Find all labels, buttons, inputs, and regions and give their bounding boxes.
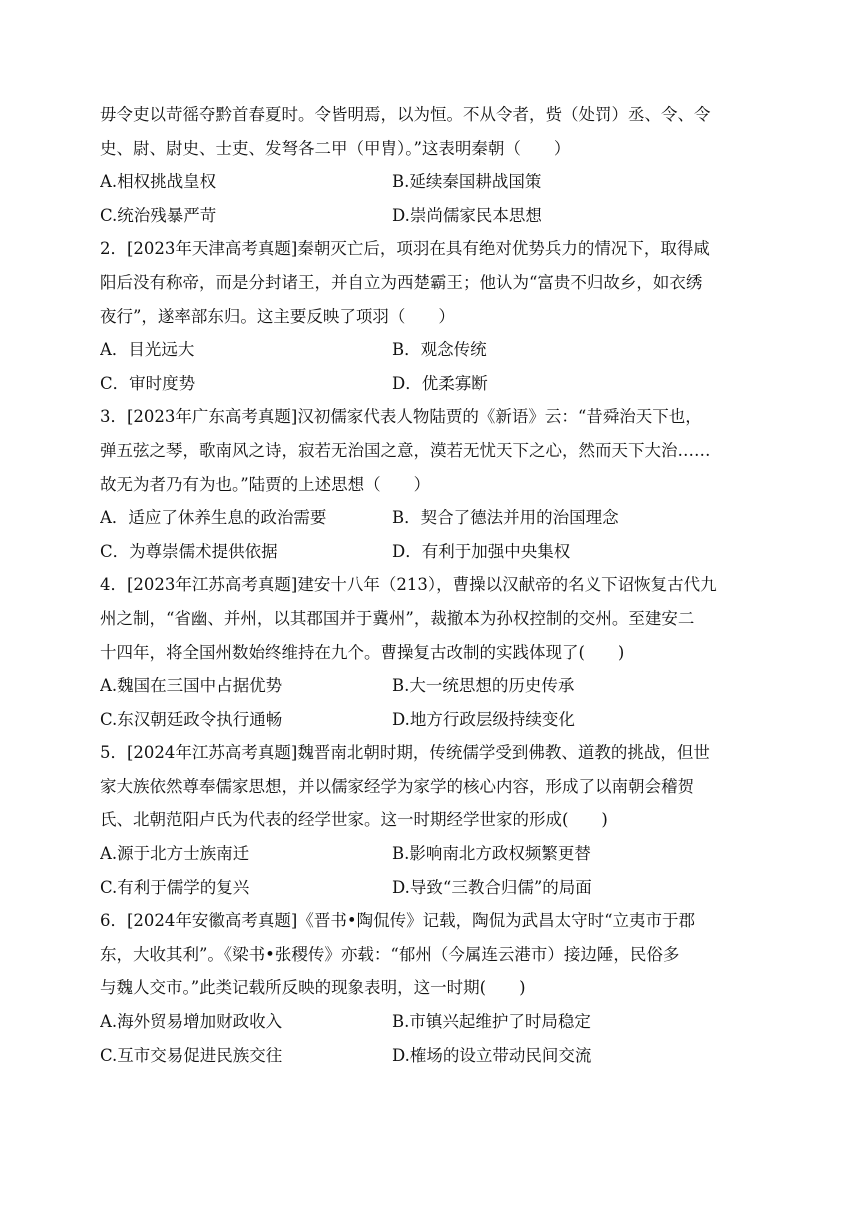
question-text-line: 弹五弦之琴，歌南风之诗，寂若无治国之意，漠若无忧天下之心，然而天下大治…… (100, 440, 711, 460)
options-row (100, 333, 780, 367)
question-text-line: 与魏人交市。”此类记载所反映的现象表明，这一时期( ) (100, 978, 526, 998)
option-c: C.有利于儒学的复兴 (100, 877, 250, 897)
option-b: B.市镇兴起维护了时局稳定 (392, 1012, 591, 1032)
option-d: D.地方行政层级持续变化 (392, 709, 575, 729)
question-1-continuation (100, 98, 780, 232)
question-text-line: 3．[2023年广东高考真题]汉初儒家代表人物陆贾的《新语》云：“昔舜治天下也， (100, 407, 702, 427)
question-text-line: 2．[2023年天津高考真题]秦朝灭亡后，项羽在具有绝对优势兵力的情况下，取得咸 (100, 239, 710, 259)
option-c: C．为尊崇儒术提供依据 (100, 541, 278, 561)
option-d: D．有利于加强中央集权 (392, 541, 571, 561)
option-b: B.大一统思想的历史传承 (392, 676, 575, 696)
question-4 (100, 568, 780, 736)
question-text-line: 史、尉、尉史、士吏、发弩各二甲（甲胄）。”这表明秦朝（ ） (100, 138, 571, 158)
question-5 (100, 736, 780, 904)
option-a: A.魏国在三国中占据优势 (100, 676, 283, 696)
option-c: C.东汉朝廷政令执行通畅 (100, 709, 283, 729)
question-text-line: 故无为者乃有为也。”陆贾的上述思想（ ） (100, 474, 431, 494)
options-row (100, 703, 780, 737)
option-c: C．审时度势 (100, 373, 196, 393)
option-d: D.崇尚儒家民本思想 (392, 205, 542, 225)
options-row (100, 1005, 780, 1039)
question-text-line: 氏、北朝范阳卢氏为代表的经学世家。这一时期经学世家的形成( ) (100, 810, 608, 830)
options-row (100, 837, 780, 871)
options-row (100, 501, 780, 535)
question-text-line: 6．[2024年安徽高考真题]《晋书•陶侃传》记载，陶侃为武昌太守时“立夷市于郡 (100, 911, 696, 931)
options-row (100, 871, 780, 905)
options-row (100, 367, 780, 401)
option-d: D．优柔寡断 (392, 373, 488, 393)
options-row (100, 669, 780, 703)
option-c: C.互市交易促进民族交往 (100, 1045, 283, 1065)
options-row (100, 165, 780, 199)
option-a: A．适应了休养生息的政治需要 (100, 508, 327, 528)
option-a: A.海外贸易增加财政收入 (100, 1012, 283, 1032)
option-c: C.统治残暴严苛 (100, 205, 217, 225)
option-d: D.榷场的设立带动民间交流 (392, 1045, 592, 1065)
option-b: B.延续秦国耕战国策 (392, 172, 542, 192)
question-text-line: 东，大收其利”。《梁书•张稷传》亦载：“郁州（今属连云港市）接边陲，民俗多 (100, 944, 680, 964)
question-2 (100, 232, 780, 400)
option-d: D.导致“三教合归儒”的局面 (392, 877, 592, 897)
option-a: A.源于北方士族南迁 (100, 844, 250, 864)
question-text-line: 家大族依然尊奉儒家思想，并以儒家经学为家学的核心内容，形成了以南朝会稽贺 (100, 776, 694, 796)
question-text-line: 4．[2023年江苏高考真题]建安十八年（213），曹操以汉献帝的名义下诏恢复古代九 (100, 575, 717, 595)
question-text-line: 十四年，将全国州数始终维持在九个。曹操复古改制的实践体现了( ) (100, 642, 625, 662)
options-row (100, 535, 780, 569)
option-b: B．契合了德法并用的治国理念 (392, 508, 619, 528)
question-text-line: 毋令吏以苛徭夺黔首春夏时。令皆明焉，以为恒。不从令者，赀（处罚）丞、令、令 (100, 105, 711, 124)
question-text-line: 阳后没有称帝，而是分封诸王，并自立为西楚霸王；他认为“富贵不归故乡，如衣绣 (100, 272, 703, 292)
question-list (100, 98, 780, 1072)
option-b: B．观念传统 (392, 340, 487, 360)
question-6 (100, 904, 780, 1072)
question-3 (100, 400, 780, 568)
option-a: A.相权挑战皇权 (100, 172, 217, 192)
question-text-line: 夜行”，遂率部东归。这主要反映了项羽（ ） (100, 306, 455, 326)
option-b: B.影响南北方政权频繁更替 (392, 844, 591, 864)
options-row (100, 199, 780, 233)
options-row (100, 1039, 780, 1073)
option-a: A．目光远大 (100, 340, 195, 360)
question-text-line: 州之制，“省幽、并州，以其郡国并于冀州”，裁撤本为孙权控制的交州。至建安二 (100, 608, 695, 628)
question-text-line: 5．[2024年江苏高考真题]魏晋南北朝时期，传统儒学受到佛教、道教的挑战，但世 (100, 743, 710, 763)
